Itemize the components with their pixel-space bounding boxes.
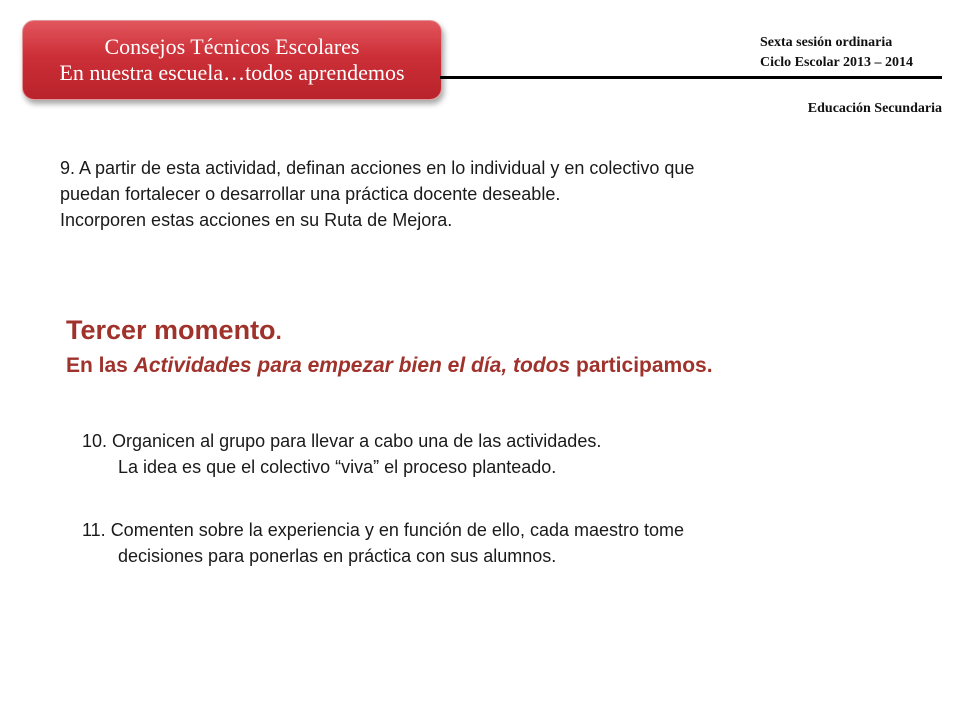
moment-subtitle-part-2: participamos. [570, 354, 713, 377]
activity-10 [82, 428, 932, 480]
moment-title-period: . [275, 319, 282, 344]
session-info [760, 33, 942, 73]
moment-title-text: Tercer momento [66, 315, 276, 345]
education-level-label: Educación Secundaria [807, 101, 942, 116]
header-divider [440, 76, 942, 79]
activity-9-line-2: puedan fortalecer o desarrollar una práctica docente deseable. [60, 184, 561, 204]
header-badge [22, 20, 442, 100]
moment-subtitle [66, 352, 713, 380]
activity-9-line-1: 9. A partir de esta actividad, definan acciones en lo individual y en colectivo que [60, 158, 695, 178]
moment-subtitle-part-1: En las [66, 354, 134, 377]
badge-slogan: En nuestra escuela…todos aprendemos [59, 60, 405, 85]
activity-11-line-1: 11. Comenten sobre la experiencia y en función de ello, cada maestro tome [82, 520, 685, 540]
moment-subtitle-italic: Actividades para empezar bien el día, todos [133, 354, 571, 377]
activity-11 [82, 517, 932, 569]
activity-9-line-3: Incorporen estas acciones en su Ruta de Mejora. [60, 210, 453, 230]
moment-title [66, 313, 282, 349]
badge-title: Consejos Técnicos Escolares [104, 34, 360, 59]
school-year-label: Ciclo Escolar 2013 – 2014 [760, 55, 913, 70]
activity-10-line-2: La idea es que el colectivo “viva” el proceso planteado. [118, 457, 557, 477]
session-label: Sexta sesión ordinaria [760, 35, 893, 50]
activity-10-line-1: 10. Organicen al grupo para llevar a cabo una de las actividades. [82, 431, 602, 451]
activity-9 [60, 155, 920, 233]
activity-11-line-2: decisiones para ponerlas en práctica con sus alumnos. [118, 546, 557, 566]
